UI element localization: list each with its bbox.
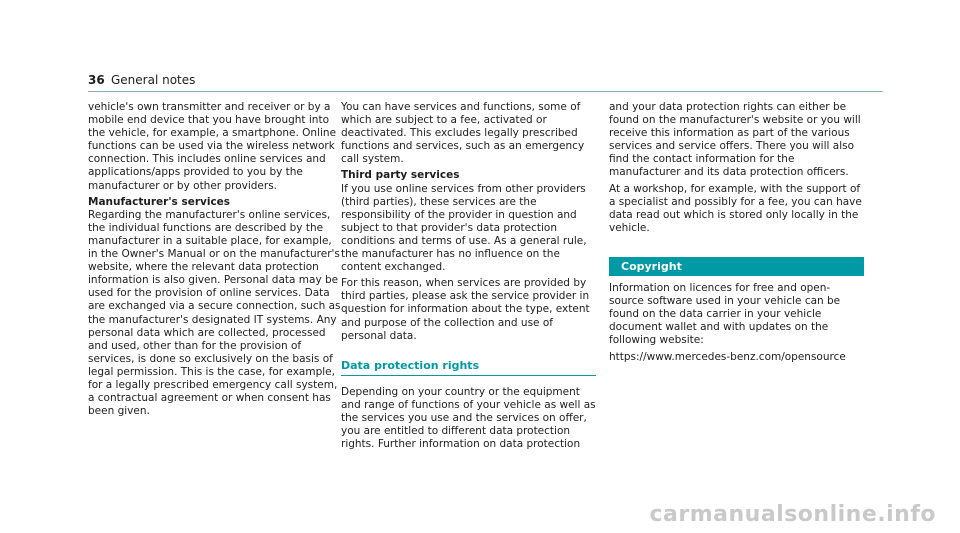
paragraph-workshop: At a workshop, for example, with the support of a specialist and possibly for a fee, you can have data read out which is stored only locally in the vehicle. — [609, 182, 862, 234]
paragraph-activation: You can have services and functions, some of which are subject to a fee, activated or deactivated. This excludes legally prescribed functions and services, such as an emergency call system. — [341, 101, 585, 166]
heading-copyright: Copyright — [609, 257, 864, 276]
heading-manufacturer-services: Manufacturer's services — [88, 195, 231, 208]
paragraph-copyright: Information on licences for free and open-source software used in your vehicle can be found on the data carrier in your vehicle document wallet and with updates on the following website: — [609, 282, 841, 347]
paragraph-rights-continued: and your data protection rights can either be found on the manufacturer's website or you will receive this information as part of the various services and service offers. There you will also find the contact information for the manufacturer and its data protection officers. — [609, 101, 861, 179]
header-divider — [88, 91, 883, 92]
heading-data-protection-rights: Data protection rights — [341, 359, 596, 376]
paragraph-third-party-reason: For this reason, when services are provided by third parties, please ask the service provider in question for information about the type, extent and purpose of the collection and use of personal data. — [341, 277, 590, 342]
column-3 — [609, 101, 864, 367]
column-2 — [341, 101, 596, 454]
section-title: General notes — [111, 73, 196, 87]
watermark: carmanualsonline.info — [649, 502, 936, 527]
paragraph-online-functions: vehicle's own transmitter and receiver or by a mobile end device that you have brought into the vehicle, for example, a smartphone. Online functions can be used via the wireless network connection. This includes online services and applications/apps provided to you by the manufacturer or by other providers. — [88, 101, 337, 192]
paragraph-data-protection-rights: Depending on your country or the equipment and range of functions of your vehicle as well as the services you use and the services on offer, you are entitled to different data protection rights. Further information on data protection — [341, 385, 596, 451]
opensource-url: https://www.mercedes-benz.com/opensource — [609, 350, 846, 363]
heading-third-party-services: Third party services — [341, 169, 460, 182]
paragraph-third-party: If you use online services from other providers (third parties), these services are the responsibility of the provider in question and subject to that provider's data protection conditions and terms of use. As a general rule, the manufacturer has no influence on the content exchanged. — [341, 182, 587, 274]
page-header — [88, 71, 883, 93]
column-1 — [88, 101, 343, 421]
page-number: 36 — [88, 73, 105, 87]
paragraph-manufacturer-services: Regarding the manufacturer's online services, the individual functions are described by the manufacturer in a suitable place, for example, in the Owner's Manual or on the manufacturer's website, where the relevant data protection information is also given. Personal data may be used for the provision of online services. Data are exchanged via a secure connection, such as the manufacturer's designated IT systems. Any personal data which are collected, processed and used, other than for the provision of services, is done so exclusively on the basis of legal permission. This is the case, for example, for a legally prescribed emergency call system, a contractual agreement or when consent has been given. — [88, 208, 341, 418]
